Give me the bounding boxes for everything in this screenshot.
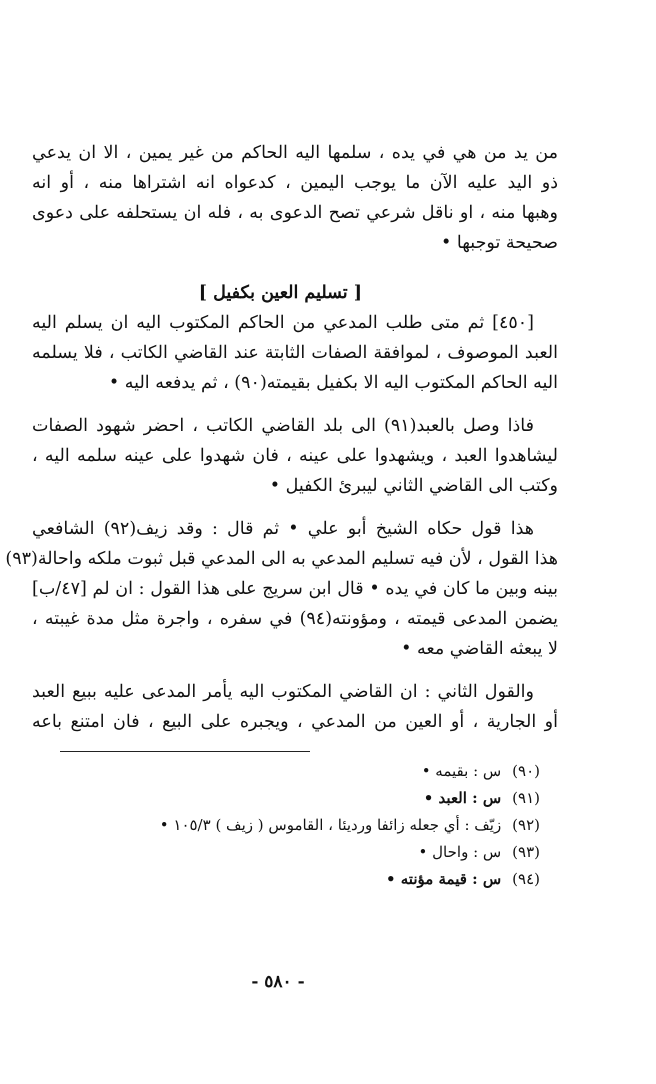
footnote-number: (٩١) xyxy=(512,789,540,807)
paragraph-4 xyxy=(5,514,558,664)
footnote-text: زيّف : أي جعله زائفا ورديئا ، القاموس ( زيف ) ١٠٥/٣ • xyxy=(159,816,502,834)
footnotes xyxy=(32,758,558,893)
footnote-number: (٩٣) xyxy=(512,843,540,861)
text-line: فاذا وصل بالعبد(٩١) الى بلد القاضي الكاتب ، احضر شهود الصفات xyxy=(32,416,534,436)
text-line: وهبها منه ، او ناقل شرعي تصح الدعوى به ، فله ان يستحلفه على دعوى xyxy=(32,203,558,223)
footnote xyxy=(32,758,540,785)
text-line: وكتب الى القاضي الثاني ليبرئ الكفيل • xyxy=(269,476,558,496)
page-number: - ٥٨٠ - xyxy=(251,972,305,992)
footnote xyxy=(32,839,540,866)
footnote-number: (٩٠) xyxy=(512,762,540,780)
text-line: العبد الموصوف ، لموافقة الصفات الثابتة عند القاضي الكاتب ، فلا يسلمه xyxy=(32,343,558,363)
paragraph-5 xyxy=(32,677,558,737)
section-heading: [ تسليم العين بكفيل ] xyxy=(198,283,362,303)
text-line: [٤٥٠] ثم متى طلب المدعي من الحاكم المكتوب اليه ان يسلم اليه xyxy=(32,313,534,333)
document-page xyxy=(5,138,558,893)
paragraph-2 xyxy=(32,308,558,398)
text-line: من يد من هي في يده ، سلمها اليه الحاكم من غير يمين ، الا ان يدعي xyxy=(32,143,558,163)
footnote-number: (٩٤) xyxy=(512,870,540,888)
text-line: هذا قول حكاه الشيخ أبو علي • ثم قال : وقد زيف(٩٢) الشافعي xyxy=(32,519,534,539)
footnote-number: (٩٢) xyxy=(512,816,540,834)
paragraph-3 xyxy=(32,411,558,501)
footnote xyxy=(32,785,540,812)
footnote-text: س : بقيمه • xyxy=(421,762,502,780)
text-line: أو الجارية ، أو العين من المدعي ، ويجبره على البيع ، فان امتنع باعه xyxy=(32,712,558,732)
text-line: بينه وبين ما كان في يده • قال ابن سريج على هذا القول : ان لم [٤٧/ب] xyxy=(32,579,558,599)
text-line: هذا القول ، لأن فيه تسليم المدعي به الى المدعي قبل ثبوت ملكه واحالة(٩٣) xyxy=(5,549,558,569)
text-line: والقول الثاني : ان القاضي المكتوب اليه يأمر المدعى عليه ببيع العبد xyxy=(32,682,534,702)
text-line: اليه الحاكم المكتوب اليه الا بكفيل بقيمته(٩٠) ، ثم يدفعه اليه • xyxy=(108,373,558,393)
text-line: لا يبعثه القاضي معه • xyxy=(401,639,558,659)
text-line: ليشاهدوا العبد ، ويشهدوا على عينه ، فان شهدوا على عينه سلمه اليه ، xyxy=(32,446,558,466)
paragraph-1 xyxy=(32,138,558,258)
footnote-text: س : قيمة مؤنته • xyxy=(385,870,502,888)
text-line: ذو اليد عليه الآن ما يوجب اليمين ، كدعواه انه اشتراها منه ، أو انه xyxy=(32,173,558,193)
text-line: صحيحة توجبها • xyxy=(441,233,558,253)
footnote-divider xyxy=(60,751,310,752)
footnote-text: س : واحال • xyxy=(418,843,502,861)
text-line: يضمن المدعى قيمته ، ومؤونته(٩٤) في سفره ، واجرة مثل مدة غيبته ، xyxy=(32,609,558,629)
footnote xyxy=(32,866,540,893)
footnote xyxy=(32,812,540,839)
footnote-text: س : العبد • xyxy=(423,789,502,807)
